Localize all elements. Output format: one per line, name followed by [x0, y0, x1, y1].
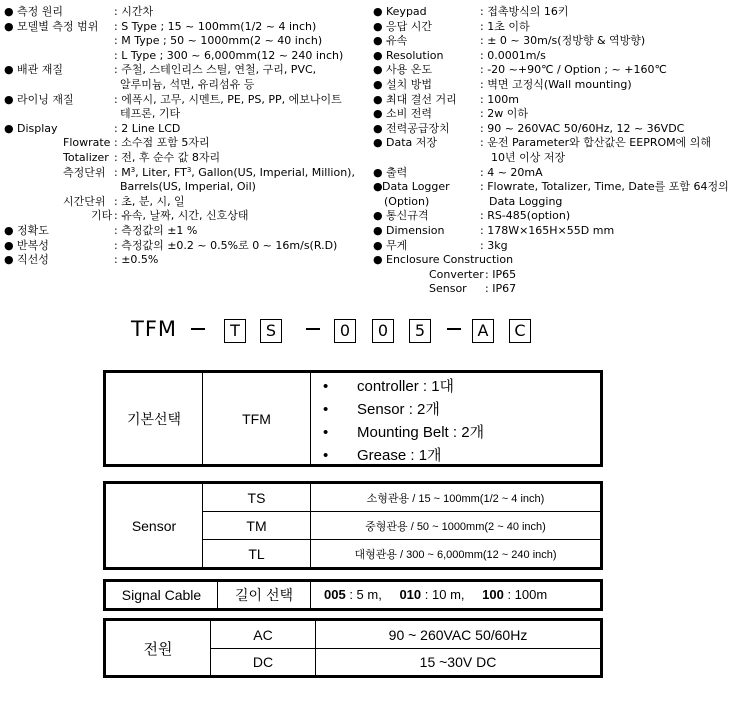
spec-value: : ±0.5% — [114, 253, 159, 267]
spec-value: : 에폭시, 고무, 시멘트, PE, PS, PP, 에보나이트 — [114, 92, 342, 106]
signal-cable-table — [103, 579, 603, 611]
spec-row — [373, 49, 741, 64]
model-code-box: 5 — [409, 319, 431, 343]
spec-value: : 벽면 고정식(Wall mounting) — [480, 77, 632, 91]
sensor-table — [103, 481, 603, 570]
cable-length: : 5 m, — [345, 587, 382, 602]
bullet: ● — [373, 77, 383, 91]
spec-row — [4, 34, 384, 49]
spec-label: 시간단위 — [63, 194, 106, 208]
model-code-box: S — [260, 319, 282, 343]
spec-value: : 전, 후 순수 값 8자리 — [114, 150, 221, 164]
spec-row — [373, 268, 741, 283]
spec-value: : 2w 이하 — [480, 107, 528, 121]
basic-selection-table — [103, 370, 603, 467]
spec-value: : 측정값의 ±1 % — [114, 223, 198, 237]
spec-label: Dimension — [386, 223, 445, 237]
model-code-box: A — [472, 319, 494, 343]
spec-row — [373, 63, 741, 78]
cable-code: 005 — [324, 587, 346, 602]
cable-length: : 100m — [503, 587, 548, 602]
spec-label: 소비 전력 — [386, 107, 433, 121]
cable-length: : 10 m, — [421, 587, 465, 602]
spec-value: : 90 ~ 260VAC 50/60Hz, 12 ~ 36VDC — [480, 121, 685, 135]
bullet: ● — [4, 5, 14, 18]
power-label: 전원 — [143, 640, 173, 658]
spec-row — [373, 195, 741, 210]
spec-value: : -20 ~+90℃ / Option ; ~ +160℃ — [480, 63, 667, 77]
spec-row — [4, 195, 384, 210]
spec-list-left — [4, 5, 384, 268]
spec-row — [4, 136, 384, 151]
bullet: ● — [373, 5, 383, 18]
spec-row — [4, 253, 384, 268]
spec-label: Flowrate — [63, 136, 111, 150]
spec-row — [373, 209, 741, 224]
bullet: ● — [4, 253, 14, 267]
spec-label: Totalizer — [63, 150, 109, 164]
spec-row — [4, 63, 384, 78]
cable-label: Signal Cable — [121, 587, 202, 603]
spec-label: 최대 결선 거리 — [386, 92, 457, 106]
sensor-code: TM — [246, 517, 267, 534]
spec-row — [373, 224, 741, 239]
bullet: ● — [373, 253, 383, 267]
spec-value: : M Type ; 50 ~ 1000mm(2 ~ 40 inch) — [114, 34, 323, 48]
spec-row — [4, 107, 384, 122]
bullet: ● — [373, 19, 383, 33]
spec-label: 출력 — [386, 165, 408, 179]
spec-row — [373, 282, 741, 297]
spec-label: 배관 재질 — [17, 63, 64, 77]
spec-row — [4, 122, 384, 137]
bullet: ● — [373, 180, 383, 194]
bullet: ● — [4, 19, 14, 33]
spec-row — [373, 151, 741, 166]
list-item: • Sensor : 2개 — [311, 398, 600, 421]
spec-row — [373, 107, 741, 122]
spec-value: : 측정값의 ±0.2 ~ 0.5%로 0 ~ 16m/s(R.D) — [114, 238, 338, 252]
spec-value: : 운전 Parameter와 합산값은 EEPROM에 의해 — [480, 136, 712, 150]
spec-row — [373, 122, 741, 137]
spec-list-right — [373, 5, 741, 297]
bullet: ● — [373, 165, 383, 179]
bullet: • — [323, 378, 329, 395]
bullet: ● — [373, 48, 383, 62]
spec-row — [4, 5, 384, 20]
spec-value: : Flowrate, Totalizer, Time, Date를 포함 64정의 — [480, 180, 729, 194]
spec-value: : 유속, 날짜, 시간, 신호상태 — [114, 209, 249, 223]
list-item: • Grease : 1개 — [311, 444, 600, 467]
spec-label: (Option) — [384, 194, 430, 208]
spec-value: : $M^3$, Liter, $FT^3$, Gallon(US, Imperial, Million), — [114, 165, 355, 179]
bullet: • — [323, 424, 329, 441]
spec-value: : IP65 — [485, 267, 517, 281]
power-code: AC — [253, 626, 273, 643]
power-value: 90 ~ 260VAC 50/60Hz — [388, 626, 528, 643]
basic-label: 기본선택 — [126, 410, 182, 427]
spec-row — [4, 239, 384, 254]
spec-label: 통신규격 — [386, 209, 429, 223]
model-code-box: C — [509, 319, 531, 343]
spec-label: 라이닝 재질 — [17, 92, 74, 106]
spec-value: : S Type ; 15 ~ 100mm(1/2 ~ 4 inch) — [114, 19, 317, 33]
spec-row — [373, 5, 741, 20]
power-code: DC — [252, 654, 274, 670]
sensor-code: TS — [247, 489, 266, 506]
spec-value: : 주철, 스테인리스 스틸, 연철, 구리, PVC, — [114, 63, 317, 77]
spec-value: : L Type ; 300 ~ 6,000mm(12 ~ 240 inch) — [114, 48, 344, 62]
spec-row — [4, 166, 384, 181]
spec-value: 알루미늄, 석면, 유리섬유 등 — [120, 77, 255, 91]
spec-label: 직선성 — [17, 253, 49, 267]
spec-value: : ± 0 ~ 30m/s(정방향 & 역방향) — [480, 34, 646, 48]
spec-label: 전력공급장치 — [386, 121, 450, 135]
bullet: ● — [373, 238, 383, 252]
spec-label: Resolution — [386, 48, 444, 62]
spec-row — [4, 78, 384, 93]
sensor-desc: 대형관용 / 300 ~ 6,000mm(12 ~ 240 inch) — [354, 548, 557, 561]
bullet: ● — [373, 63, 383, 77]
cable-code: 010 — [399, 587, 422, 602]
spec-label: 기타 — [91, 209, 113, 223]
spec-row — [373, 239, 741, 254]
spec-value: : 초, 분, 시, 일 — [114, 194, 185, 208]
spec-row — [373, 34, 741, 49]
spec-value: Data Logging — [489, 194, 563, 208]
spec-label: Enclosure Construction — [386, 253, 514, 267]
spec-label: 사용 온도 — [386, 63, 433, 77]
spec-value: : 4 ~ 20mA — [480, 165, 543, 179]
cable-code: 100 — [482, 587, 504, 602]
spec-row — [373, 78, 741, 93]
spec-label: 정확도 — [17, 223, 49, 237]
power-value: 15 ~30V DC — [419, 654, 497, 670]
spec-row — [373, 166, 741, 181]
spec-value: 10년 이상 저장 — [491, 150, 566, 164]
spec-value: : 3kg — [480, 238, 508, 252]
spec-label: 설치 방법 — [386, 77, 433, 91]
bullet: ● — [373, 121, 383, 135]
list-item: • Mounting Belt : 2개 — [311, 421, 600, 444]
spec-row — [4, 224, 384, 239]
model-code-box: 0 — [334, 319, 356, 343]
basic-items — [311, 375, 600, 464]
bullet: ● — [4, 63, 14, 77]
basic-model: TFM — [242, 410, 271, 427]
spec-value: : 접촉방식의 16키 — [480, 5, 569, 18]
spec-label: 모델별 측정 범위 — [17, 19, 99, 33]
spec-value: Barrels(US, Imperial, Oil) — [120, 180, 256, 194]
model-dash — [191, 328, 205, 330]
spec-row — [4, 20, 384, 35]
spec-row — [4, 49, 384, 64]
spec-row — [373, 180, 741, 195]
spec-label: 유속 — [386, 34, 408, 48]
spec-value: 테프론, 기타 — [120, 107, 181, 121]
model-dash — [447, 328, 461, 330]
bullet: ● — [373, 223, 383, 237]
bullet: ● — [373, 136, 383, 150]
cable-sub: 길이 선택 — [235, 587, 293, 603]
bullet: ● — [4, 238, 14, 252]
bullet: ● — [373, 34, 383, 48]
model-prefix: TFM — [131, 317, 178, 341]
sensor-desc: 소형관용 / 15 ~ 100mm(1/2 ~ 4 inch) — [366, 492, 545, 505]
spec-label: 응답 시간 — [386, 19, 433, 33]
spec-row — [373, 93, 741, 108]
bullet: ● — [4, 92, 14, 106]
bullet: ● — [373, 92, 383, 106]
model-dash — [306, 328, 320, 330]
bullet: ● — [4, 121, 14, 135]
bullet: • — [323, 447, 329, 464]
spec-label: Data Logger — [382, 180, 450, 194]
spec-row — [373, 253, 741, 268]
bullet: ● — [373, 209, 383, 223]
spec-value: : IP67 — [485, 282, 517, 296]
spec-label: Display — [17, 121, 58, 135]
spec-value: : RS-485(option) — [480, 209, 571, 223]
spec-value: : 1초 이하 — [480, 19, 530, 33]
spec-label: Converter — [429, 267, 484, 281]
spec-row — [373, 20, 741, 35]
spec-row — [4, 93, 384, 108]
spec-label: Keypad — [386, 5, 427, 18]
model-code-box: 0 — [372, 319, 394, 343]
sensor-desc: 중형관용 / 50 ~ 1000mm(2 ~ 40 inch) — [365, 520, 546, 533]
spec-row — [4, 151, 384, 166]
spec-row — [4, 180, 384, 195]
sensor-code: TL — [248, 545, 265, 562]
spec-label: 무게 — [386, 238, 408, 252]
spec-value: : 0.0001m/s — [480, 48, 546, 62]
spec-label: Sensor — [429, 282, 467, 296]
spec-row — [4, 209, 384, 224]
cable-options — [311, 582, 600, 608]
spec-value: : 시간차 — [114, 5, 154, 18]
spec-value: : 소수점 포함 5자리 — [114, 136, 210, 150]
spec-label: 반복성 — [17, 238, 49, 252]
bullet: ● — [373, 107, 383, 121]
power-table — [103, 618, 603, 678]
spec-value: : 178W×165H×55D mm — [480, 223, 615, 237]
spec-label: 측정 원리 — [17, 5, 64, 18]
bullet: ● — [4, 223, 14, 237]
bullet: • — [323, 401, 329, 418]
spec-label: Data 저장 — [386, 136, 438, 150]
spec-value: : 2 Line LCD — [114, 121, 181, 135]
sensor-label: Sensor — [131, 517, 177, 534]
spec-value: : 100m — [480, 92, 519, 106]
model-code-box: T — [224, 319, 246, 343]
list-item: • controller : 1대 — [311, 375, 600, 398]
spec-label: 측정단위 — [63, 165, 106, 179]
spec-row — [373, 136, 741, 151]
